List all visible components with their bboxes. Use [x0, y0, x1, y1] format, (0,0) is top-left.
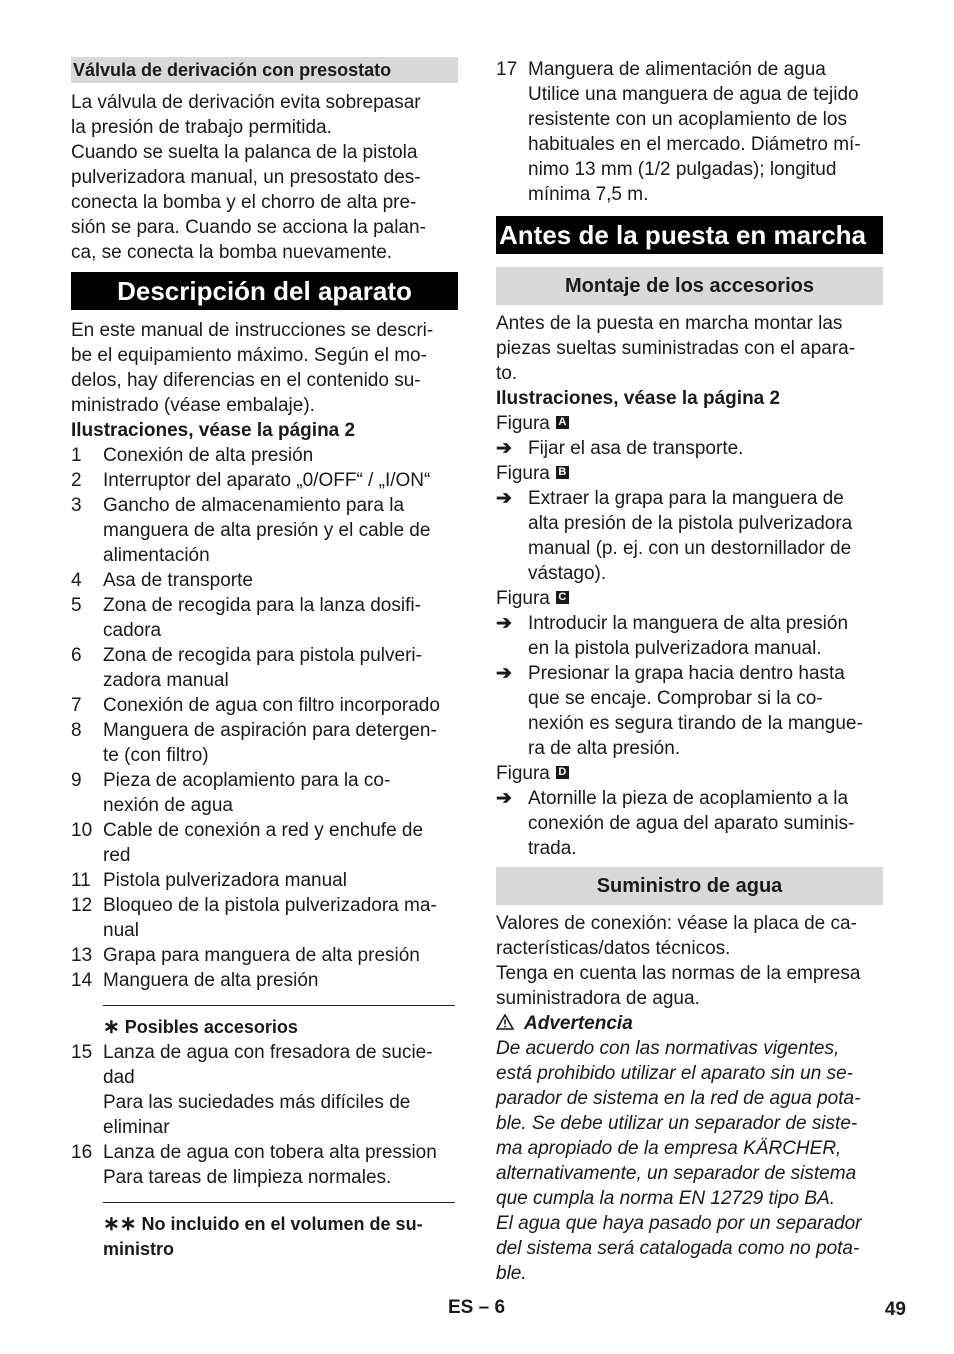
description-line: ministrado (véase embalaje). — [71, 395, 315, 416]
warning-line: ble. — [496, 1263, 527, 1284]
item-number: 12 — [71, 895, 93, 916]
instruction-text — [528, 611, 883, 661]
warning-triangle-icon — [496, 1013, 514, 1034]
warning-line: parador de sistema en la red de agua pota- — [496, 1088, 861, 1109]
valve-text-line: la presión de trabajo permitida. — [71, 117, 332, 138]
separator-line — [103, 1202, 455, 1203]
item-number: 1 — [71, 445, 82, 466]
water-line: racterísticas/datos técnicos. — [496, 938, 731, 959]
list-item — [71, 718, 458, 768]
figure-label — [496, 586, 883, 611]
arrow-right-icon: ➔ — [496, 663, 512, 684]
item-number: 10 — [71, 820, 93, 841]
item-line: red — [103, 845, 131, 866]
accessories-heading-text: Posibles accesorios — [124, 1017, 298, 1037]
item-line: Utilice una manguera de agua de tejido — [528, 84, 859, 105]
warning-line: El agua que haya pasado por un separador — [496, 1213, 862, 1234]
page-number: 49 — [884, 1299, 906, 1320]
item-line: mínima 7,5 m. — [528, 184, 649, 205]
figure-label-text: Figura — [496, 463, 550, 484]
list-item — [71, 443, 458, 468]
illustrations-reference: Ilustraciones, véase la página 2 — [71, 420, 356, 441]
list-item — [71, 593, 458, 643]
valve-text — [71, 90, 458, 265]
list-item — [71, 818, 458, 868]
item-text — [103, 568, 458, 593]
instruction-line: que se encaje. Comprobar si la co- — [528, 688, 823, 709]
not-included-heading — [71, 1212, 458, 1262]
list-item — [71, 568, 458, 593]
description-heading: Descripción del aparato — [71, 272, 458, 310]
not-included-line: ministro — [103, 1239, 175, 1259]
figure-label — [496, 761, 883, 786]
item-number: 5 — [71, 595, 82, 616]
list-item — [71, 1040, 458, 1140]
warning-text — [496, 1036, 883, 1286]
arrow-right-icon: ➔ — [496, 613, 512, 634]
instruction-line: conexión de agua del aparato suminis- — [528, 813, 855, 834]
warning-heading — [496, 1011, 883, 1036]
separator-line — [103, 1005, 455, 1006]
water-line: suministradora de agua. — [496, 988, 700, 1009]
item-number: 9 — [71, 770, 82, 791]
figure-letter-badge: A — [556, 416, 569, 429]
instruction-line: alta presión de la pistola pulverizadora — [528, 513, 853, 534]
item-line: nimo 13 mm (1/2 pulgadas); longitud — [528, 159, 837, 180]
valve-text-line: ca, se conecta la bomba nuevamente. — [71, 242, 393, 263]
description-text — [71, 318, 458, 418]
item-text — [103, 943, 458, 968]
item-text — [103, 443, 458, 468]
item-number: 7 — [71, 695, 82, 716]
item-line: Cable de conexión a red y enchufe de — [103, 820, 424, 841]
parts-list — [71, 443, 458, 993]
item-number: 16 — [71, 1142, 93, 1163]
instruction-line: en la pistola pulverizadora manual. — [528, 638, 822, 659]
instruction-line: trada. — [528, 838, 577, 859]
item-text — [528, 57, 883, 207]
item-line: dad — [103, 1067, 135, 1088]
item-line: Para las suciedades más difíciles de — [103, 1092, 411, 1113]
item-line: manguera de alta presión y el cable de — [103, 520, 431, 541]
item-line: Bloqueo de la pistola pulverizadora ma- — [103, 895, 437, 916]
water-line: Tenga en cuenta las normas de la empresa — [496, 963, 861, 984]
item-text — [103, 818, 458, 868]
left-column — [71, 57, 458, 1262]
item-line: alimentación — [103, 545, 210, 566]
instruction-line: Introducir la manguera de alta presión — [528, 613, 849, 634]
description-line: En este manual de instrucciones se descri- — [71, 320, 434, 341]
figure-label — [496, 461, 883, 486]
item-line: Manguera de alimentación de agua — [528, 59, 826, 80]
item-number: 15 — [71, 1042, 93, 1063]
startup-heading: Antes de la puesta en marcha — [496, 216, 883, 254]
instruction-line: nexión es segura tirando de la mangue- — [528, 713, 863, 734]
asterisk-icon: ∗∗ — [103, 1213, 137, 1235]
item-text — [103, 868, 458, 893]
arrow-right-icon: ➔ — [496, 438, 512, 459]
item-line: Zona de recogida para la lanza dosifi- — [103, 595, 421, 616]
item-text — [103, 693, 458, 718]
instruction-line: Atornille la pieza de acoplamiento a la — [528, 788, 849, 809]
list-item — [71, 868, 458, 893]
item-line: resistente con un acoplamiento de los — [528, 109, 847, 130]
item-line: Pistola pulverizadora manual — [103, 870, 347, 891]
item-number: 17 — [496, 59, 518, 80]
figure-letter-badge: D — [556, 766, 569, 779]
mounting-heading: Montaje de los accesorios — [496, 267, 883, 305]
item-line: Grapa para manguera de alta presión — [103, 945, 420, 966]
water-supply-heading: Suministro de agua — [496, 867, 883, 905]
item-number: 2 — [71, 470, 82, 491]
item-text — [103, 718, 458, 768]
item-line: Para tareas de limpieza normales. — [103, 1167, 392, 1188]
instruction-line: manual (p. ej. con un destornillador de — [528, 538, 852, 559]
item-line: cadora — [103, 620, 162, 641]
instruction-step — [496, 486, 883, 586]
warning-line: alternativamente, un separador de sistema — [496, 1163, 857, 1184]
water-supply-text — [496, 911, 883, 1011]
valve-heading: Válvula de derivación con presostato — [71, 57, 458, 83]
item-text — [103, 768, 458, 818]
item-text — [103, 643, 458, 693]
valve-text-line: La válvula de derivación evita sobrepasar — [71, 92, 421, 113]
figure-label-text: Figura — [496, 763, 550, 784]
item-number: 8 — [71, 720, 82, 741]
instruction-step — [496, 786, 883, 861]
item-line: Manguera de aspiración para detergen- — [103, 720, 437, 741]
instruction-text — [528, 786, 883, 861]
item-number: 13 — [71, 945, 93, 966]
item-number: 4 — [71, 570, 82, 591]
item-text — [103, 468, 458, 493]
list-item — [71, 693, 458, 718]
item-line: Interruptor del aparato „0/OFF“ / „I/ON“ — [103, 470, 431, 491]
figure-letter-badge: B — [556, 466, 569, 479]
warning-line: que cumpla la norma EN 12729 tipo BA. — [496, 1188, 836, 1209]
valve-text-line: conecta la bomba y el chorro de alta pre- — [71, 192, 417, 213]
mounting-line: to. — [496, 363, 518, 384]
item-number: 11 — [71, 870, 91, 891]
figure-label — [496, 411, 883, 436]
arrow-right-icon: ➔ — [496, 788, 512, 809]
item-text — [103, 1040, 458, 1140]
item-number: 14 — [71, 970, 93, 991]
item-text — [103, 893, 458, 943]
description-line: delos, hay diferencias en el contenido su- — [71, 370, 421, 391]
item-text — [103, 1140, 458, 1190]
accessories-list — [71, 1040, 458, 1190]
right-column — [496, 57, 883, 1286]
list-item — [71, 468, 458, 493]
item-line: Manguera de alta presión — [103, 970, 319, 991]
list-item — [71, 893, 458, 943]
instruction-line: Extraer la grapa para la manguera de — [528, 488, 844, 509]
list-item — [71, 943, 458, 968]
item-text — [103, 493, 458, 568]
water-line: Valores de conexión: véase la placa de ca- — [496, 913, 857, 934]
warning-line: De acuerdo con las normativas vigentes, — [496, 1038, 840, 1059]
valve-text-line: pulverizadora manual, un presostato des- — [71, 167, 421, 188]
instruction-step — [496, 611, 883, 661]
accessories-heading — [71, 1015, 458, 1040]
item-line: habituales en el mercado. Diámetro mí- — [528, 134, 861, 155]
warning-line: ble. Se debe utilizar un separador de siste- — [496, 1113, 858, 1134]
mounting-line: piezas sueltas suministradas con el apara- — [496, 338, 856, 359]
item-line: Conexión de alta presión — [103, 445, 314, 466]
figures-steps — [496, 411, 883, 861]
warning-line: del sistema será catalogada como no pota- — [496, 1238, 860, 1259]
mounting-text — [496, 311, 883, 386]
item-text — [103, 968, 458, 993]
item-line: eliminar — [103, 1117, 170, 1138]
instruction-step — [496, 661, 883, 761]
mounting-line: Antes de la puesta en marcha montar las — [496, 313, 843, 334]
description-line: be el equipamiento máximo. Según el mo- — [71, 345, 427, 366]
illustrations-reference: Ilustraciones, véase la página 2 — [496, 388, 781, 409]
instruction-text — [528, 436, 883, 461]
item-line: Gancho de almacenamiento para la — [103, 495, 405, 516]
item-line: nexión de agua — [103, 795, 233, 816]
instruction-line: Presionar la grapa hacia dentro hasta — [528, 663, 845, 684]
not-included-line: No incluido en el volumen de su- — [141, 1214, 423, 1234]
list-item — [71, 1140, 458, 1190]
figure-label-text: Figura — [496, 413, 550, 434]
item-number: 6 — [71, 645, 82, 666]
instruction-text — [528, 661, 883, 761]
item-line: Zona de recogida para pistola pulveri- — [103, 645, 422, 666]
list-item — [71, 643, 458, 693]
parts-list-item-17 — [496, 57, 883, 207]
list-item — [496, 57, 883, 207]
warning-line: está prohibido utilizar el aparato sin un se- — [496, 1063, 853, 1084]
item-text — [103, 593, 458, 643]
item-line: Conexión de agua con filtro incorporado — [103, 695, 440, 716]
instruction-text — [528, 486, 883, 586]
valve-text-line: Cuando se suelta la palanca de la pistola — [71, 142, 418, 163]
figure-label-text: Figura — [496, 588, 550, 609]
item-line: Pieza de acoplamiento para la co- — [103, 770, 391, 791]
instruction-step — [496, 436, 883, 461]
instruction-line: Fijar el asa de transporte. — [528, 438, 744, 459]
footer-section: ES – 6 — [448, 1297, 506, 1318]
valve-text-line: sión se para. Cuando se acciona la palan- — [71, 217, 426, 238]
item-line: zadora manual — [103, 670, 229, 691]
warning-line: ma apropiado de la empresa KÄRCHER, — [496, 1138, 842, 1159]
arrow-right-icon: ➔ — [496, 488, 512, 509]
list-item — [71, 768, 458, 818]
item-line: te (con filtro) — [103, 745, 209, 766]
list-item — [71, 493, 458, 568]
instruction-line: ra de alta presión. — [528, 738, 681, 759]
list-item — [71, 968, 458, 993]
item-line: nual — [103, 920, 139, 941]
item-line: Lanza de agua con tobera alta pression — [103, 1142, 437, 1163]
figure-letter-badge: C — [556, 591, 569, 604]
item-line: Asa de transporte — [103, 570, 253, 591]
instruction-line: vástago). — [528, 563, 607, 584]
item-number: 3 — [71, 495, 82, 516]
item-line: Lanza de agua con fresadora de sucie- — [103, 1042, 433, 1063]
asterisk-icon: ∗ — [103, 1016, 120, 1038]
warning-title: Advertencia — [524, 1013, 633, 1034]
